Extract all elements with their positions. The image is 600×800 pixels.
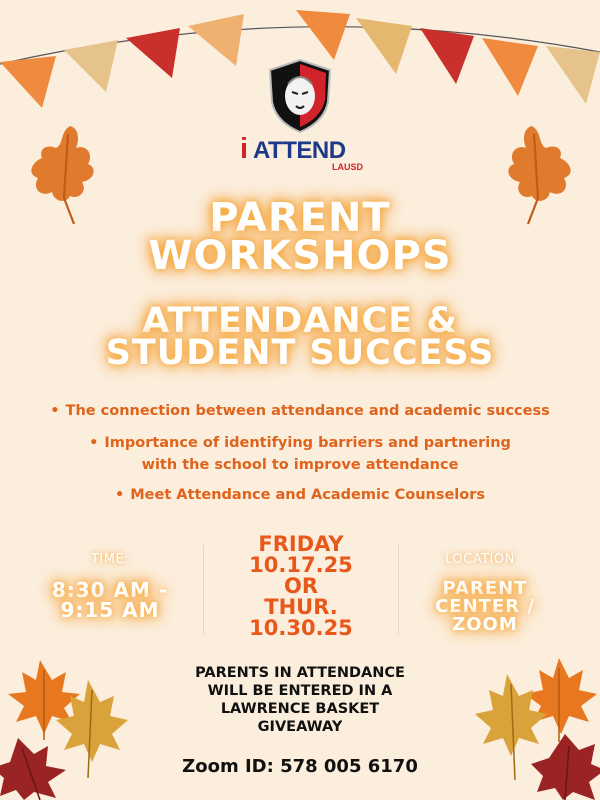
pennant-flag [188, 14, 244, 66]
bullet-dot-icon: • [89, 435, 99, 451]
bullet-item [0, 400, 600, 422]
giveaway-line-2: WILL BE ENTERED IN A [207, 683, 393, 699]
giveaway-line-3: LAWRENCE BASKET [220, 701, 380, 717]
date-line-2: 10.17.25 [249, 553, 353, 577]
bullet-dot-icon: • [114, 487, 125, 503]
giveaway-line-4: GIVEAWAY [257, 719, 343, 735]
autumn-leaves-left-icon [0, 650, 150, 800]
date-line-1: FRIDAY [258, 532, 344, 556]
title-line-1: PARENT [209, 195, 391, 241]
pennant-flag [420, 28, 474, 84]
pennant-flag [296, 10, 350, 60]
pennant-flag [356, 18, 412, 74]
bullet-text: The connection between attendance and academic success [65, 403, 550, 419]
title-line-2: WORKSHOPS [148, 233, 452, 279]
column-divider [203, 545, 204, 635]
subtitle-line-2: STUDENT SUCCESS [105, 333, 495, 373]
iattend-logo [240, 133, 370, 173]
date-line-3: OR [283, 574, 319, 598]
time-label: TIME: [90, 552, 130, 567]
time-value-line-2: 9:15 AM [60, 598, 160, 622]
time-value-line-1: 8:30 AM - [51, 578, 169, 602]
bullet-text: Meet Attendance and Academic Counselors [130, 487, 486, 503]
bullet-text: Importance of identifying barriers and partnering [104, 435, 511, 451]
bullet-item [0, 484, 600, 506]
giveaway-line-1: PARENTS IN ATTENDANCE [195, 665, 405, 681]
bullet-continuation: with the school to improve attendance [141, 457, 459, 473]
zoom-id: Zoom ID: 578 005 6170 [182, 756, 418, 777]
pennant-flag [126, 28, 180, 78]
brand-lausd: LAUSD [332, 162, 363, 172]
date-line-4: THUR. [264, 595, 338, 619]
pennant-flag [482, 38, 538, 96]
location-value-line-1: PARENT [442, 578, 528, 599]
autumn-leaves-right-icon [455, 650, 600, 800]
location-value-line-2: CENTER / [435, 596, 535, 617]
subtitle-line-1: ATTENDANCE & [142, 301, 458, 341]
column-divider [398, 545, 399, 635]
pennant-flag [64, 40, 118, 92]
pennant-flag [546, 46, 600, 104]
bullet-item [0, 432, 600, 454]
location-value-line-3: ZOOM [452, 614, 518, 635]
bullet-dot-icon: • [50, 403, 60, 419]
location-label: LOCATION [445, 552, 515, 567]
brand-attend: ATTEND [253, 137, 346, 164]
date-line-5: 10.30.25 [249, 616, 353, 640]
lion-shield-logo [268, 58, 332, 134]
pennant-flag [0, 56, 56, 108]
brand-i: i [240, 133, 249, 165]
